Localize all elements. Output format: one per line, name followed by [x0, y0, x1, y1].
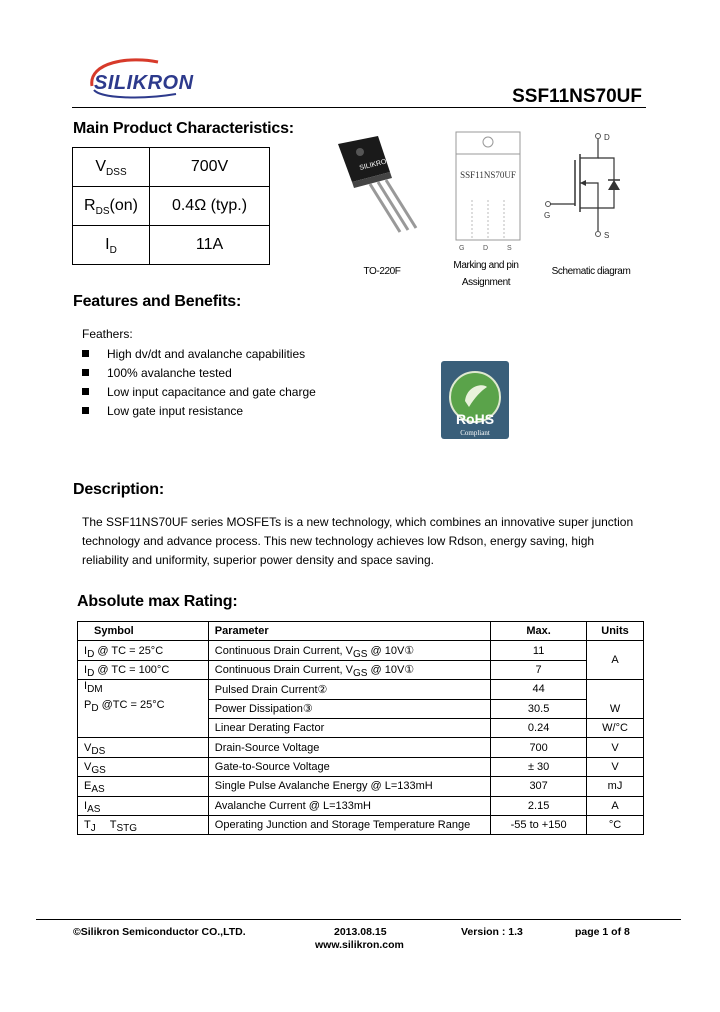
package-caption: TO-220F [363, 266, 401, 277]
description-text: The SSF11NS70UF series MOSFETs is a new technology, which combines an innovative super junction technology and advance process. This new technology achieves low Rdson, energy saving, high reliability and uniformity, superior power density and space saving. [82, 515, 634, 567]
rating-parameter: Linear Derating Factor [208, 718, 490, 737]
footer-divider [36, 919, 681, 920]
features-list [82, 345, 316, 421]
pin-g-label: G [459, 245, 465, 252]
square-bullet-icon [82, 407, 89, 414]
footer-website: www.silikron.com [315, 939, 404, 951]
rating-parameter: Power Dissipation③ [208, 699, 490, 718]
square-bullet-icon [82, 350, 89, 357]
rating-max: 700 [491, 738, 587, 757]
rating-unit: W/°C [587, 718, 644, 737]
list-item: High dv/dt and avalanche capabilities [82, 345, 316, 364]
list-item: 100% avalanche tested [82, 364, 316, 383]
footer-page: page 1 of 8 [575, 926, 630, 938]
rating-symbol: $I_D$ @ TC = 100°C [78, 660, 209, 679]
col-header: Max. [491, 622, 587, 641]
table-row [78, 796, 644, 815]
table-row [78, 641, 644, 660]
list-item: Low input capacitance and gate charge [82, 383, 316, 402]
pin-s-label: S [507, 245, 512, 252]
header-divider [72, 107, 646, 108]
rating-parameter: Pulsed Drain Current② [208, 680, 490, 699]
rohs-badge-icon [441, 361, 509, 439]
main-characteristics-table [72, 147, 270, 265]
rating-unit: °C [587, 815, 644, 834]
rating-symbol: $P_D$ @TC = 25°C [78, 699, 209, 738]
features-title: Features and Benefits: [73, 293, 242, 310]
char-value: 700V [150, 148, 270, 187]
rating-parameter: Operating Junction and Storage Temperature Range [208, 815, 490, 834]
table-row [78, 815, 644, 834]
part-number: SSF11NS70UF [512, 86, 642, 107]
rating-symbol: $V_{GS}$ [78, 757, 209, 776]
table-row [78, 757, 644, 776]
marking-diagram [448, 130, 528, 254]
char-value: 11A [150, 226, 270, 265]
col-header: Units [587, 622, 644, 641]
rating-unit: V [587, 757, 644, 776]
col-header: Symbol [78, 622, 209, 641]
marking-caption: Marking and pin Assignment [453, 260, 519, 288]
table-row [78, 660, 644, 679]
table-row [78, 699, 644, 718]
rating-symbol: $I_{DM}$ [78, 680, 209, 699]
schematic-diagram [540, 130, 632, 242]
rating-unit: A [587, 641, 644, 680]
main-characteristics-title: Main Product Characteristics: [73, 120, 294, 137]
table-row [78, 738, 644, 757]
char-value: 0.4Ω (typ.) [150, 187, 270, 226]
package-logo: SILIKRON [358, 157, 393, 172]
table-row [73, 226, 270, 265]
rating-unit: W [587, 699, 644, 718]
footer-version: Version : 1.3 [461, 926, 523, 938]
rating-unit: A [587, 796, 644, 815]
rating-parameter: Continuous Drain Current, $V_{GS}$ @ 10V① [208, 660, 490, 679]
rating-parameter: Single Pulse Avalanche Energy @ L=133mH [208, 777, 490, 796]
footer-company: ©Silikron Semiconductor CO.,LTD. [73, 926, 246, 938]
source-pin-label: S [604, 231, 610, 240]
absolute-max-rating-table [77, 621, 644, 835]
square-bullet-icon [82, 369, 89, 376]
ratings-title: Absolute max Rating: [77, 593, 238, 610]
footer-date: 2013.08.15 [334, 926, 387, 938]
rating-parameter: Continuous Drain Current, $V_{GS}$ @ 10V① [208, 641, 490, 660]
rating-max: 7 [491, 660, 587, 679]
table-header-row [78, 622, 644, 641]
table-row [78, 777, 644, 796]
rating-max: 11 [491, 641, 587, 660]
rating-parameter: Avalanche Current @ L=133mH [208, 796, 490, 815]
rating-max: -55 to +150 [491, 815, 587, 834]
table-row [78, 680, 644, 699]
col-header: Parameter [208, 622, 490, 641]
rating-unit: V [587, 738, 644, 757]
rating-unit [587, 680, 644, 699]
rating-symbol: $E_{AS}$ [78, 777, 209, 796]
table-row [73, 187, 270, 226]
rating-max: 44 [491, 680, 587, 699]
rating-max: 0.24 [491, 718, 587, 737]
list-item: Low gate input resistance [82, 402, 316, 421]
rating-max: 30.5 [491, 699, 587, 718]
square-bullet-icon [82, 388, 89, 395]
rating-symbol: $T_J$ $T_{STG}$ [78, 815, 209, 834]
drain-pin-label: D [604, 133, 610, 142]
rating-symbol: $I_{AS}$ [78, 796, 209, 815]
rating-max: 307 [491, 777, 587, 796]
rating-parameter: Drain-Source Voltage [208, 738, 490, 757]
schematic-caption: Schematic diagram [551, 266, 631, 277]
rohs-label: RoHS [455, 411, 495, 427]
rating-max: 2.15 [491, 796, 587, 815]
table-row [73, 148, 270, 187]
rating-symbol: $V_{DS}$ [78, 738, 209, 757]
rating-parameter: Gate-to-Source Voltage [208, 757, 490, 776]
description-title: Description: [73, 481, 164, 498]
pin-d-label: D [483, 245, 489, 252]
rating-symbol: $I_D$ @ TC = 25°C [78, 641, 209, 660]
gate-pin-label: G [544, 211, 551, 220]
rating-max: ± 30 [491, 757, 587, 776]
char-symbol: $I_D$ [73, 226, 150, 265]
rating-unit: mJ [587, 777, 644, 796]
logo-text: SILIKRON [94, 72, 194, 94]
rohs-sub: Compliant [460, 429, 490, 437]
char-symbol: $R_{DS}(on)$ [73, 187, 150, 226]
marking-text: SSF11NS70UF [460, 170, 516, 180]
package-image [330, 132, 420, 242]
char-symbol: $V_{DSS}$ [73, 148, 150, 187]
features-subheading: Feathers: [82, 327, 133, 341]
